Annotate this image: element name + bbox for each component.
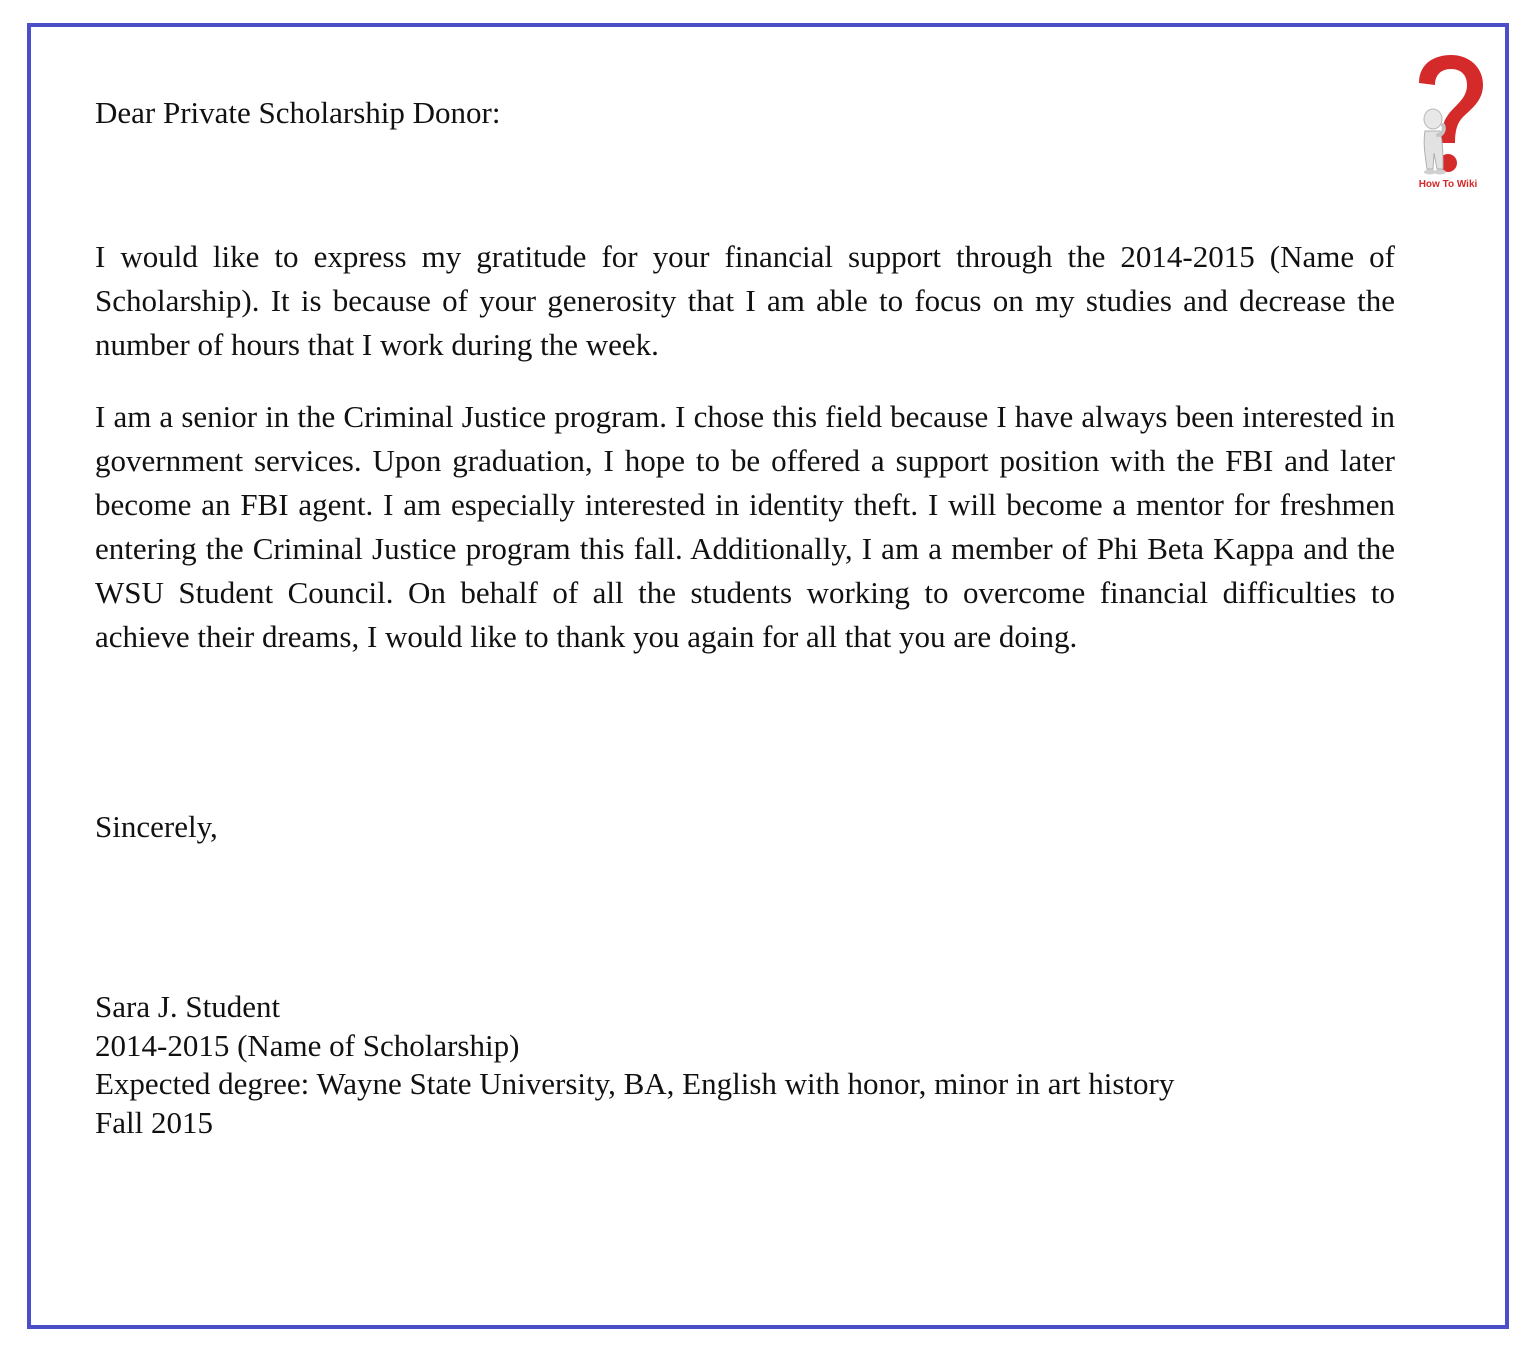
signature-scholarship: 2014-2015 (Name of Scholarship) xyxy=(95,1027,520,1063)
paragraph-gratitude: I would like to express my gratitude for your financial support through the 2014-2015 (Name of Scholarship). It is because of your generosity that I am able to focus on my studies and decrease the number of hours that I work during the week. xyxy=(95,239,1395,362)
closing: Sincerely, xyxy=(95,809,218,844)
salutation: Dear Private Scholarship Donor: xyxy=(95,95,501,130)
signature-name: Sara J. Student xyxy=(95,989,281,1024)
question-mark-figure-icon xyxy=(1407,51,1489,179)
letter-frame xyxy=(27,23,1509,1329)
signature-term: Fall 2015 xyxy=(95,1104,213,1140)
how-to-wiki-logo xyxy=(1407,51,1489,197)
signature-block xyxy=(95,988,1174,1142)
paragraph-background: I am a senior in the Criminal Justice program. I chose this field because I have always been interested in government services. Upon graduation, I hope to be offered a support position with the FBI and later become an FBI agent. I am especially interested in identity theft. I will become a mentor for freshmen entering the Criminal Justice program this fall. Additionally, I am a member of Phi Beta Kappa and the WSU Student Council. On behalf of all the students working to overcome financial difficulties to achieve their dreams, I would like to thank you again for all that you are doing. xyxy=(95,399,1395,654)
logo-text: How To Wiki xyxy=(1418,179,1478,190)
signature-degree: Expected degree: Wayne State University, BA, English with honor, minor in art history xyxy=(95,1066,1175,1101)
